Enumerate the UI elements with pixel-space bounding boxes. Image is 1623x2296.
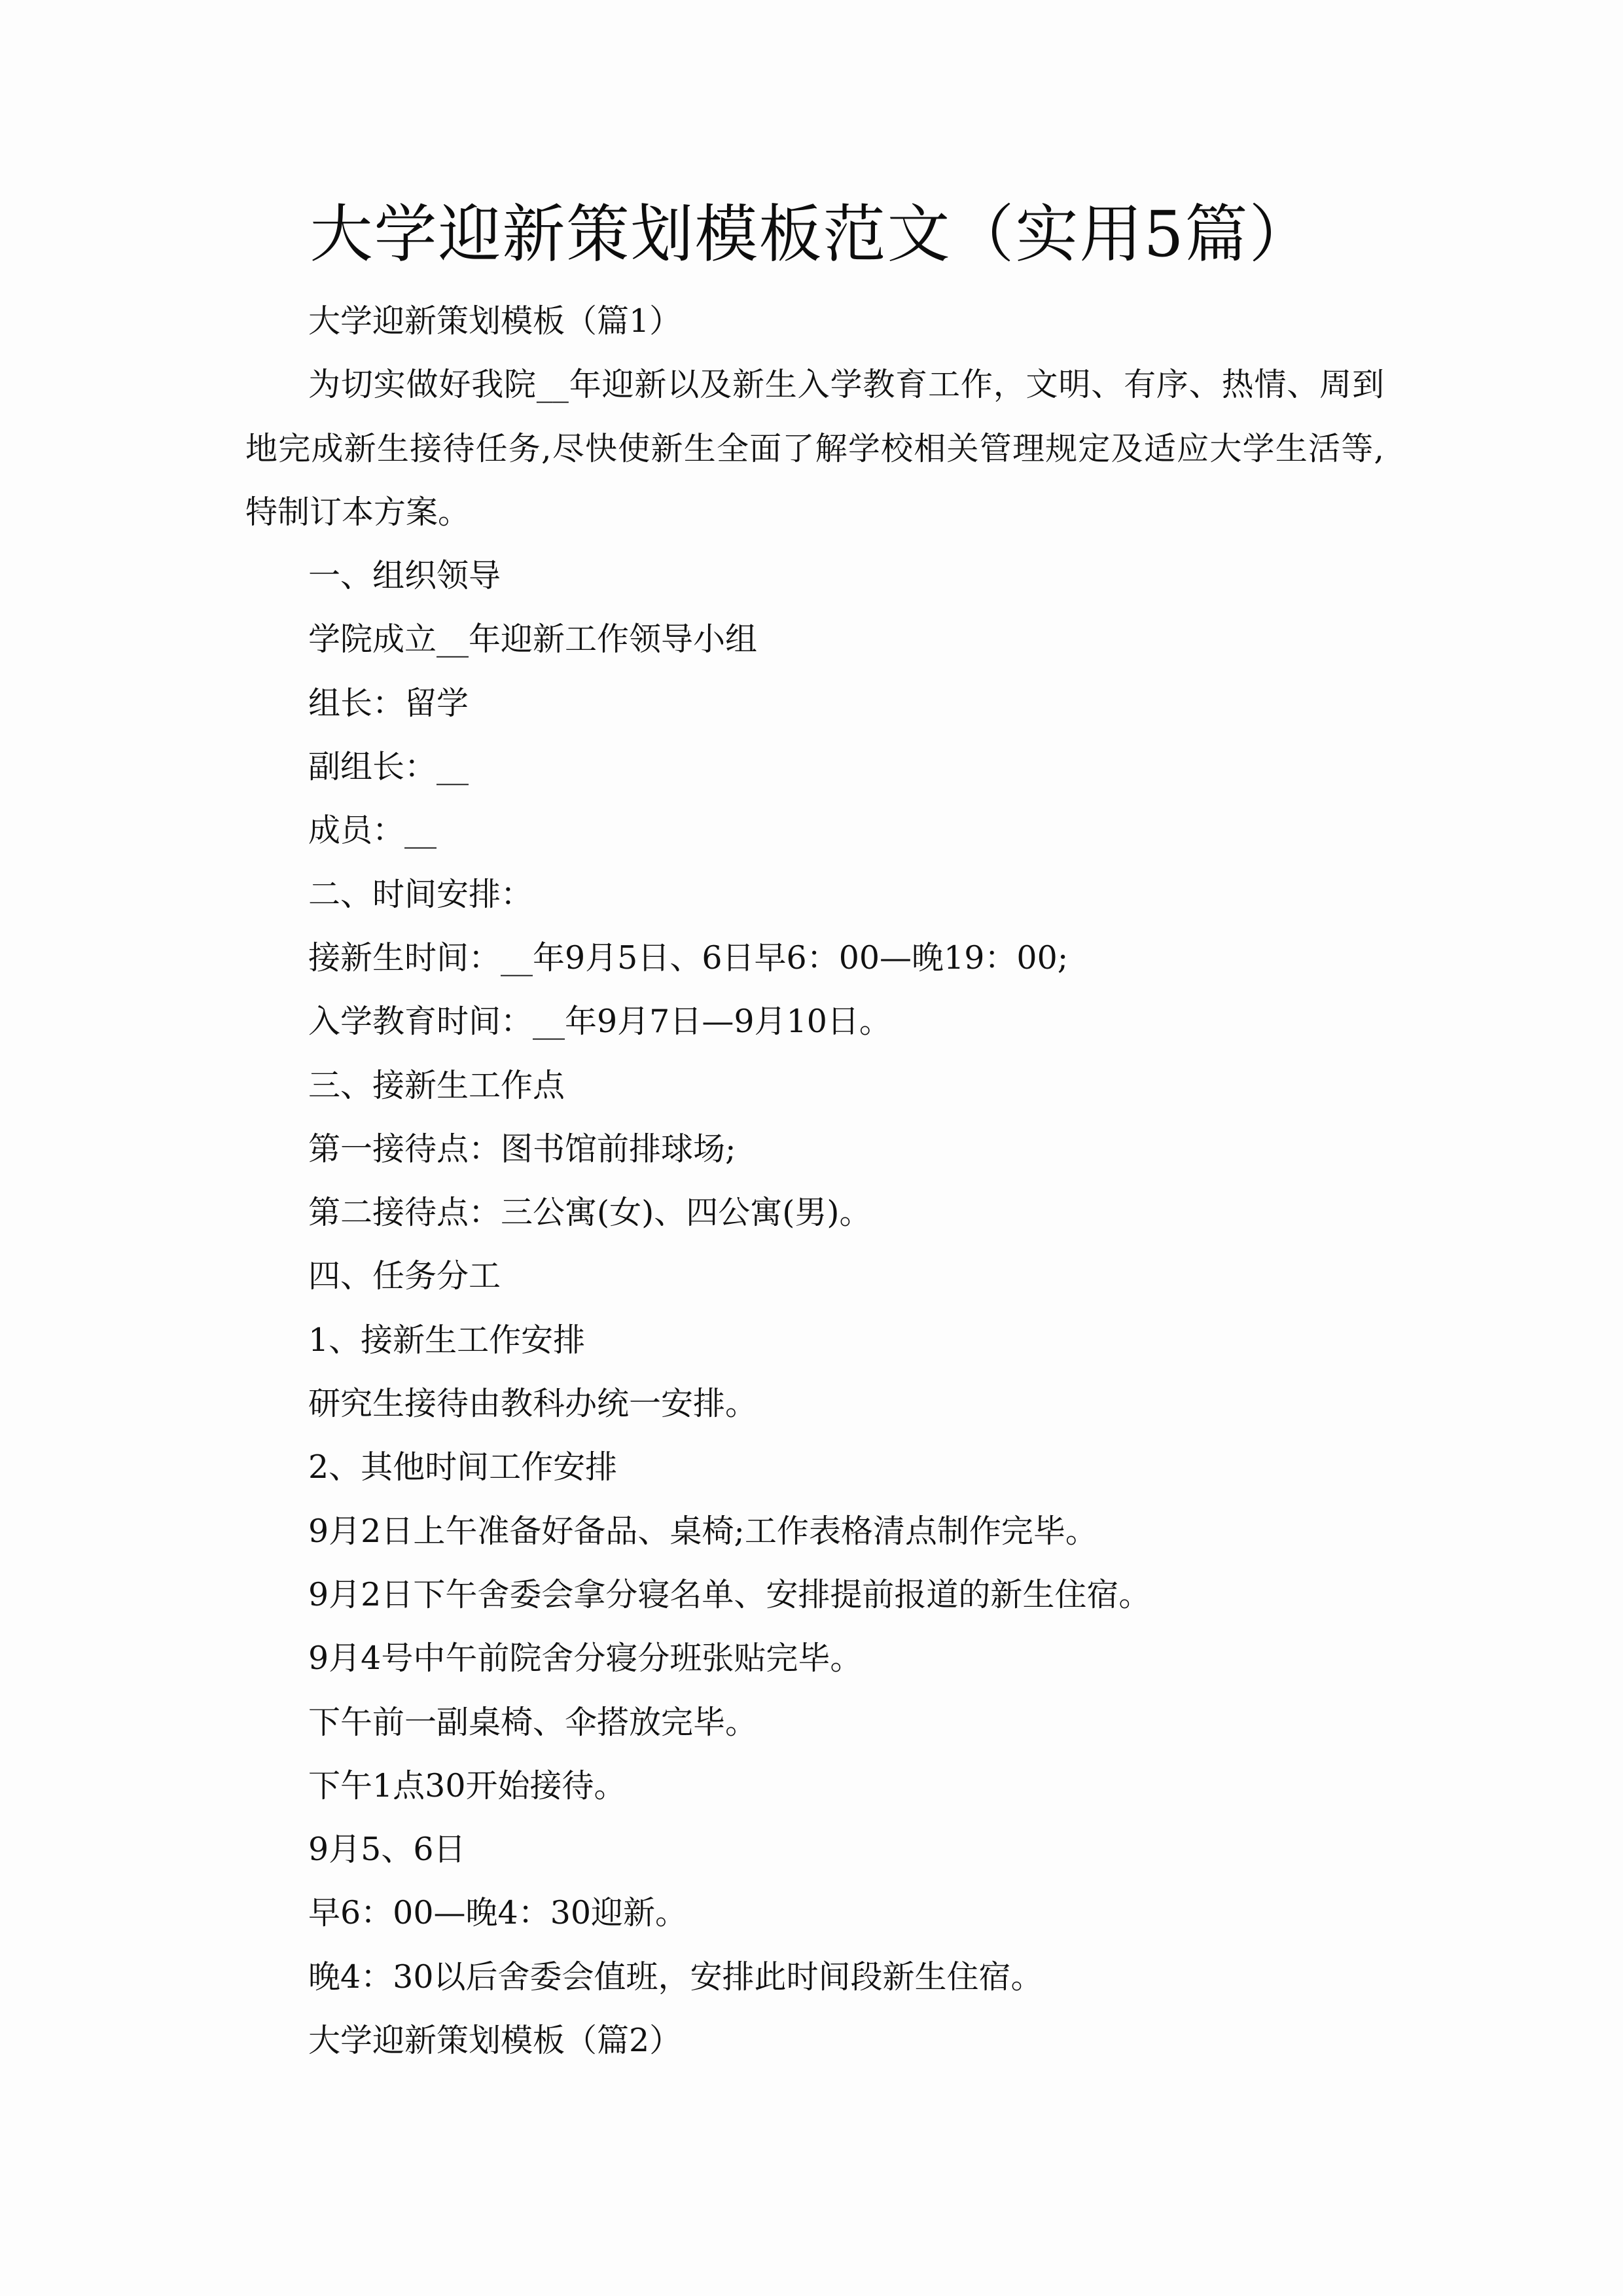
- leadership-group-text: 学院成立__年迎新工作领导小组: [308, 620, 758, 658]
- graduate-reception-text: 研究生接待由教科办统一安排。: [308, 1385, 758, 1423]
- members-text: 成员：__: [308, 812, 437, 850]
- schedule-item-text: 9月4号中午前院舍分寝分班张贴完毕。: [308, 1640, 863, 1677]
- orientation-time-text: 入学教育时间：__年9月7日—9月10日。: [308, 1003, 891, 1041]
- subheading-other-work: 2、其他时间工作安排: [308, 1448, 618, 1486]
- group-leader-text: 组长：留学: [308, 684, 469, 722]
- heading-organization: 一、组织领导: [308, 557, 501, 595]
- heading-task-division: 四、任务分工: [308, 1257, 501, 1295]
- schedule-item-text: 下午1点30开始接待。: [308, 1767, 626, 1804]
- schedule-item-text: 9月5、6日: [308, 1831, 466, 1869]
- reception-time-text: 接新生时间：__年9月5日、6日早6：00—晚19：00;: [308, 939, 1069, 977]
- schedule-item-text: 下午前一副桌椅、伞搭放完毕。: [308, 1703, 758, 1741]
- document-title: 大学迎新策划模板范文（实用5篇）: [310, 198, 1313, 271]
- reception-point-2-text: 第二接待点：三公寓(女)、四公寓(男)。: [308, 1194, 872, 1232]
- schedule-item-text: 早6：00—晚4：30迎新。: [308, 1894, 688, 1932]
- section-heading-1: 大学迎新策划模板（篇1）: [308, 302, 682, 340]
- subheading-reception-work: 1、接新生工作安排: [308, 1321, 586, 1359]
- intro-paragraph-line-2: 地完成新生接待任务,尽快使新生全面了解学校相关管理规定及适应大学生活等,: [245, 429, 1384, 467]
- section-heading-2: 大学迎新策划模板（篇2）: [308, 2022, 682, 2060]
- reception-point-1-text: 第一接待点：图书馆前排球场;: [308, 1130, 736, 1168]
- intro-paragraph-line-1: 为切实做好我院__年迎新以及新生入学教育工作，文明、有序、热情、周到: [308, 366, 1384, 404]
- intro-paragraph-line-3: 特制订本方案。: [245, 493, 471, 531]
- schedule-item-text: 晚4：30以后舍委会值班，安排此时间段新生住宿。: [308, 1958, 1043, 1996]
- heading-schedule: 二、时间安排：: [308, 875, 533, 913]
- schedule-item-text: 9月2日上午准备好备品、桌椅;工作表格清点制作完毕。: [308, 1512, 1097, 1550]
- schedule-item-text: 9月2日下午舍委会拿分寝名单、安排提前报道的新生住宿。: [308, 1575, 1151, 1613]
- heading-reception-points: 三、接新生工作点: [308, 1066, 565, 1104]
- deputy-leader-text: 副组长：__: [308, 748, 469, 786]
- document-body: [245, 289, 1384, 2072]
